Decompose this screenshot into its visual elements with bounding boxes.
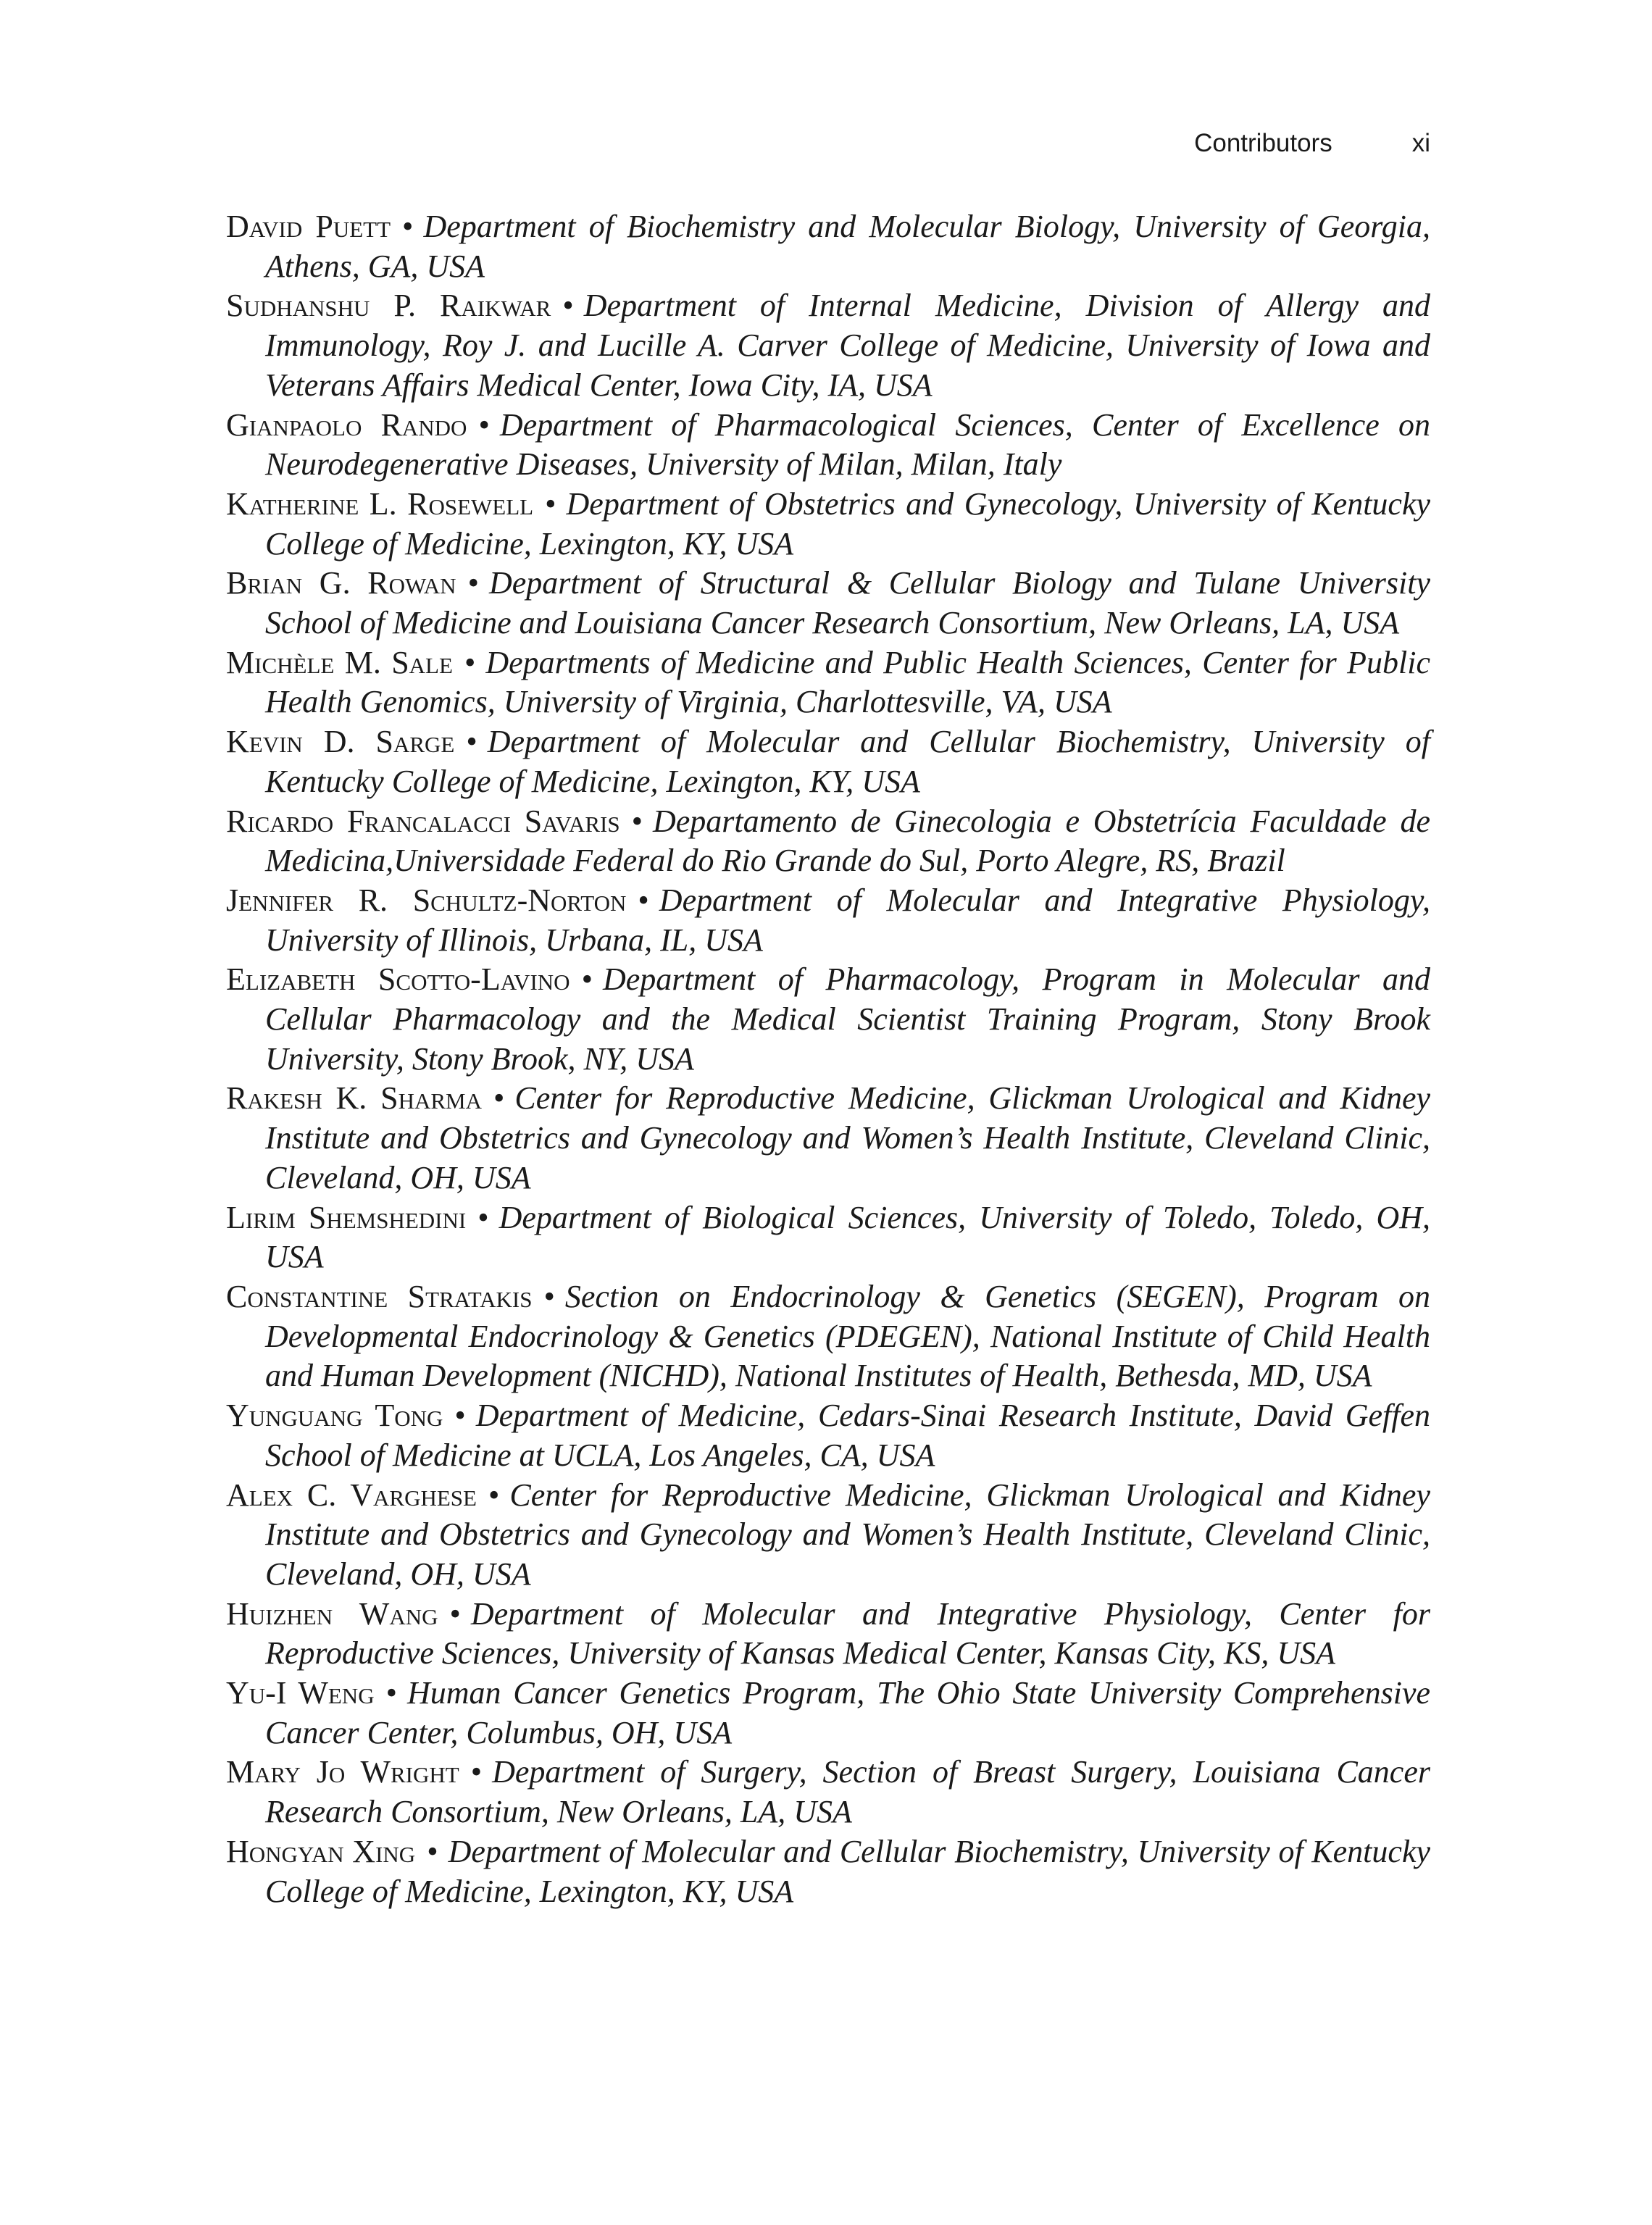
bullet-separator: • xyxy=(449,1595,461,1632)
contributor-affiliation: Department of Obstetrics and Gynecology, University of Kentucky College of Medicine, Lexington, KY, USA xyxy=(265,485,1431,562)
bullet-separator: • xyxy=(464,644,476,680)
bullet-separator: • xyxy=(467,565,479,601)
bullet-separator: • xyxy=(638,882,649,918)
contributor-entry xyxy=(226,881,1430,960)
contributor-list xyxy=(226,207,1430,1911)
contributor-entry xyxy=(226,564,1430,643)
running-head xyxy=(1194,129,1430,158)
contributor-entry xyxy=(226,722,1430,801)
contributor-name: Rakesh K. Sharma xyxy=(226,1080,482,1116)
contributor-name: David Puett xyxy=(226,209,391,244)
contributor-affiliation: Departments of Medicine and Public Health Sciences, Center for Public Health Genomics, University of Virginia, Charlottesville, VA, USA xyxy=(265,644,1431,720)
contributor-affiliation: Department of Surgery, Section of Breast Surgery, Louisiana Cancer Research Consortium, New Orleans, LA, USA xyxy=(265,1754,1430,1830)
bullet-separator: • xyxy=(477,1199,489,1235)
bullet-separator: • xyxy=(385,1675,397,1711)
contributor-name: Elizabeth Scotto-Lavino xyxy=(226,961,570,998)
contributor-affiliation: Department of Biochemistry and Molecular Biology, University of Georgia, Athens, GA, USA xyxy=(265,209,1430,284)
contributor-name: Gianpaolo Rando xyxy=(226,406,467,443)
contributor-name: Yunguang Tong xyxy=(226,1398,443,1434)
bullet-separator: • xyxy=(493,1080,505,1116)
contributor-affiliation: Department of Molecular and Cellular Biochemistry, University of Kentucky College of Medicine, Lexington, KY, USA xyxy=(265,724,1430,799)
contributor-affiliation: Department of Molecular and Integrative Physiology, Center for Reproductive Sciences, University of Kansas Medical Center, Kansas City, KS, USA xyxy=(265,1595,1430,1671)
contributor-entry xyxy=(226,485,1430,564)
contributor-name: Lirim Shemshedini xyxy=(226,1199,467,1235)
running-head-section: Contributors xyxy=(1194,129,1332,157)
bullet-separator: • xyxy=(454,1398,466,1434)
contributor-entry xyxy=(226,1832,1430,1911)
bullet-separator: • xyxy=(488,1477,500,1513)
bullet-separator: • xyxy=(631,803,643,839)
contributor-affiliation: Center for Reproductive Medicine, Glickman Urological and Kidney Institute and Obstetrics and Gynecology and Women’s Health Institute, Cleveland Clinic, Cleveland, OH, USA xyxy=(265,1080,1430,1195)
contributor-affiliation: Center for Reproductive Medicine, Glickman Urological and Kidney Institute and Obstetrics and Gynecology and Women’s Health Institute, Cleveland Clinic, Cleveland, OH, USA xyxy=(265,1477,1430,1592)
bullet-separator: • xyxy=(562,288,574,324)
contributor-name: Sudhanshu P. Raikwar xyxy=(226,288,551,324)
contributor-name: Mary Jo Wright xyxy=(226,1754,459,1790)
contributor-entry xyxy=(226,1674,1430,1753)
contributor-name: Huizhen Wang xyxy=(226,1595,438,1632)
contributor-name: Constantine Stratakis xyxy=(226,1278,533,1314)
contributor-entry xyxy=(226,406,1430,485)
bullet-separator: • xyxy=(545,485,556,522)
contributor-entry xyxy=(226,207,1430,286)
contributor-affiliation: Departamento de Ginecologia e Obstetrícia Faculdade de Medicina,Universidade Federal do Rio Grande do Sul, Porto Alegre, RS, Brazil xyxy=(265,803,1430,879)
contributor-affiliation: Department of Pharmacological Sciences, Center of Excellence on Neurodegenerative Diseases, University of Milan, Milan, Italy xyxy=(265,406,1431,483)
contributor-name: Kevin D. Sarge xyxy=(226,724,455,760)
contributor-entry xyxy=(226,286,1430,405)
contributor-affiliation: Department of Molecular and Integrative Physiology, University of Illinois, Urbana, IL, USA xyxy=(265,882,1430,958)
contributor-affiliation: Department of Biological Sciences, University of Toledo, Toledo, OH, USA xyxy=(265,1199,1431,1275)
bullet-separator: • xyxy=(466,724,477,760)
contributor-affiliation: Department of Internal Medicine, Division of Allergy and Immunology, Roy J. and Lucille A. Carver College of Medicine, University of Iowa and Veterans Affairs Medical Center, Iowa City, IA, USA xyxy=(265,288,1430,403)
contributor-name: Michèle M. Sale xyxy=(226,644,453,680)
contributor-affiliation: Human Cancer Genetics Program, The Ohio State University Comprehensive Cancer Center, Columbus, OH, USA xyxy=(265,1675,1430,1750)
contributor-name: Hongyan Xing xyxy=(226,1833,416,1869)
contributor-affiliation: Section on Endocrinology & Genetics (SEGEN), Program on Developmental Endocrinology & Genetics (PDEGEN), National Institute of Child Health and Human Development (NICHD), National Institutes of Health, Bethesda, MD, USA xyxy=(265,1278,1431,1394)
contributor-name: Brian G. Rowan xyxy=(226,565,456,601)
bullet-separator: • xyxy=(581,961,593,998)
contributor-entry xyxy=(226,802,1430,881)
contributor-entry xyxy=(226,1476,1430,1595)
contributor-entry xyxy=(226,1277,1430,1396)
contributor-entry xyxy=(226,1396,1430,1475)
bullet-separator: • xyxy=(402,209,414,244)
contributor-affiliation: Department of Molecular and Cellular Biochemistry, University of Kentucky College of Medicine, Lexington, KY, USA xyxy=(265,1833,1430,1909)
contributor-affiliation: Department of Medicine, Cedars-Sinai Research Institute, David Geffen School of Medicine at UCLA, Los Angeles, CA, USA xyxy=(265,1398,1430,1473)
contributor-entry xyxy=(226,643,1430,722)
bullet-separator: • xyxy=(427,1833,438,1869)
contributor-entry xyxy=(226,1079,1430,1198)
contributor-affiliation: Department of Structural & Cellular Biology and Tulane University School of Medicine and Louisiana Cancer Research Consortium, New Orleans, LA, USA xyxy=(265,565,1430,641)
bullet-separator: • xyxy=(478,406,490,443)
bullet-separator: • xyxy=(470,1754,483,1790)
contributor-name: Jennifer R. Schultz-Norton xyxy=(226,882,627,918)
contributor-entry xyxy=(226,1753,1430,1832)
contributor-affiliation: Department of Pharmacology, Program in Molecular and Cellular Pharmacology and the Medical Scientist Training Program, Stony Brook University, Stony Brook, NY, USA xyxy=(265,961,1430,1077)
contributor-name: Alex C. Varghese xyxy=(226,1477,477,1513)
contributor-entry xyxy=(226,960,1430,1079)
page-number: xi xyxy=(1411,129,1430,157)
contributor-name: Ricardo Francalacci Savaris xyxy=(226,803,620,839)
contributor-name: Katherine L. Rosewell xyxy=(226,485,534,522)
bullet-separator: • xyxy=(543,1278,555,1314)
contributor-entry xyxy=(226,1198,1430,1277)
contributor-entry xyxy=(226,1595,1430,1674)
contributor-name: Yu-I Weng xyxy=(226,1675,375,1711)
